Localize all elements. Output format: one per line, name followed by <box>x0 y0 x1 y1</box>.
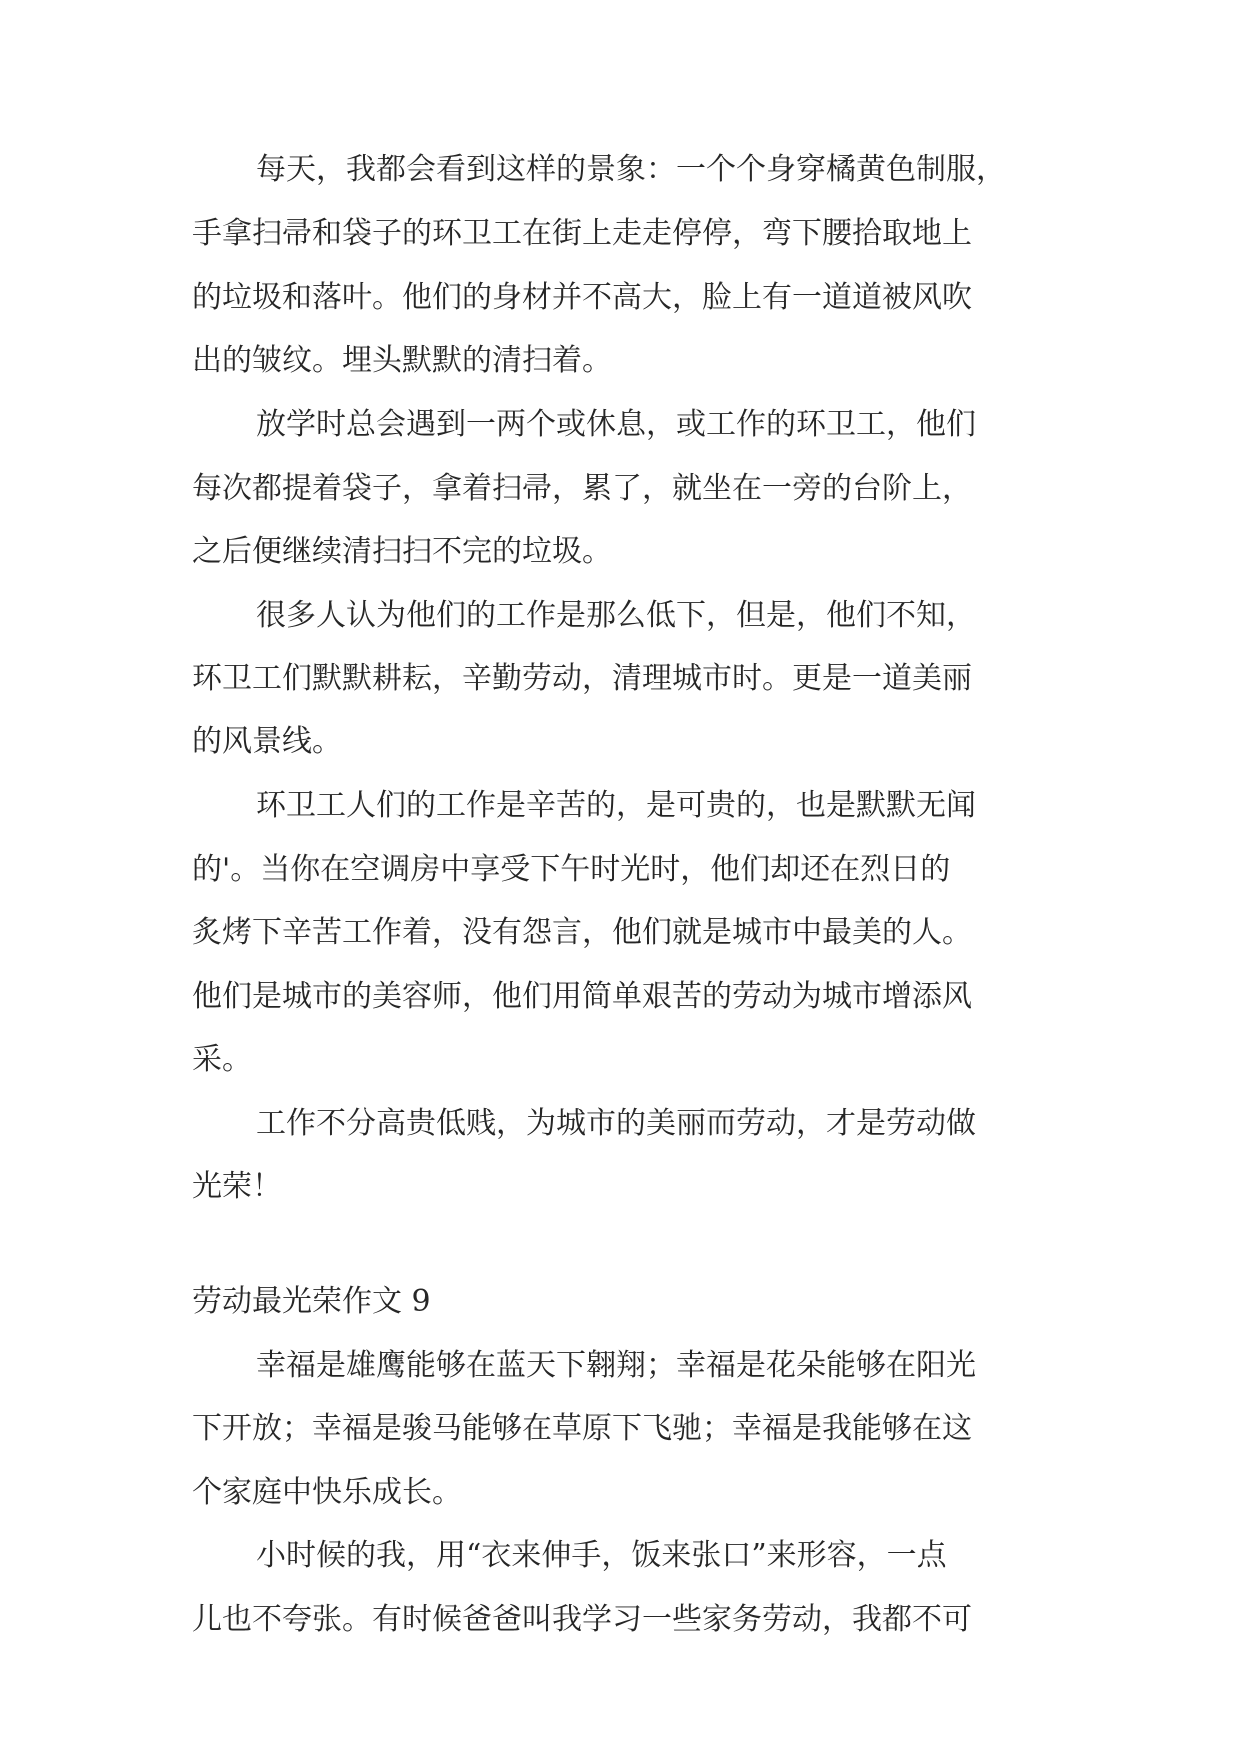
paragraph-line: 出的皱纹。埋头默默的清扫着。 <box>192 343 612 378</box>
section-title: 劳动最光荣作文 9 <box>192 1284 431 1319</box>
paragraph-line: 之后便继续清扫扫不完的垃圾。 <box>192 534 612 569</box>
paragraph-line: 幸福是雄鹰能够在蓝天下翱翔；幸福是花朵能够在阳光 <box>256 1348 976 1383</box>
paragraph-line: 的垃圾和落叶。他们的身材并不高大，脸上有一道道被风吹 <box>192 280 972 315</box>
paragraph-line: 光荣！ <box>192 1169 282 1204</box>
paragraph-line: 下开放；幸福是骏马能够在草原下飞驰；幸福是我能够在这 <box>192 1411 972 1446</box>
paragraph-line: 采。 <box>192 1042 252 1077</box>
paragraph-line: 小时候的我，用“衣来伸手，饭来张口”来形容，一点 <box>256 1538 947 1573</box>
paragraph-line: 每次都提着袋子，拿着扫帚，累了，就坐在一旁的台阶上， <box>192 471 972 506</box>
paragraph-line: 他们是城市的美容师，他们用简单艰苦的劳动为城市增添风 <box>192 979 972 1014</box>
paragraph-line: 个家庭中快乐成长。 <box>192 1475 462 1510</box>
paragraph-line: 每天，我都会看到这样的景象：一个个身穿橘黄色制服， <box>256 152 1006 187</box>
paragraph-line: 的风景线。 <box>192 724 342 759</box>
paragraph-line: 儿也不夸张。有时候爸爸叫我学习一些家务劳动，我都不可 <box>192 1602 972 1637</box>
paragraph-line: 放学时总会遇到一两个或休息，或工作的环卫工，他们 <box>256 407 976 442</box>
paragraph-line: 的'。当你在空调房中享受下午时光时，他们却还在烈日的 <box>192 852 951 887</box>
paragraph-line: 手拿扫帚和袋子的环卫工在街上走走停停，弯下腰拾取地上 <box>192 216 972 251</box>
paragraph-line: 炙烤下辛苦工作着，没有怨言，他们就是城市中最美的人。 <box>192 915 972 950</box>
paragraph-line: 很多人认为他们的工作是那么低下，但是，他们不知， <box>256 598 976 633</box>
paragraph-line: 环卫工们默默耕耘，辛勤劳动，清理城市时。更是一道美丽 <box>192 661 972 696</box>
paragraph-line: 工作不分高贵低贱，为城市的美丽而劳动，才是劳动做 <box>256 1106 976 1141</box>
paragraph-line: 环卫工人们的工作是辛苦的，是可贵的，也是默默无闻 <box>256 788 976 823</box>
